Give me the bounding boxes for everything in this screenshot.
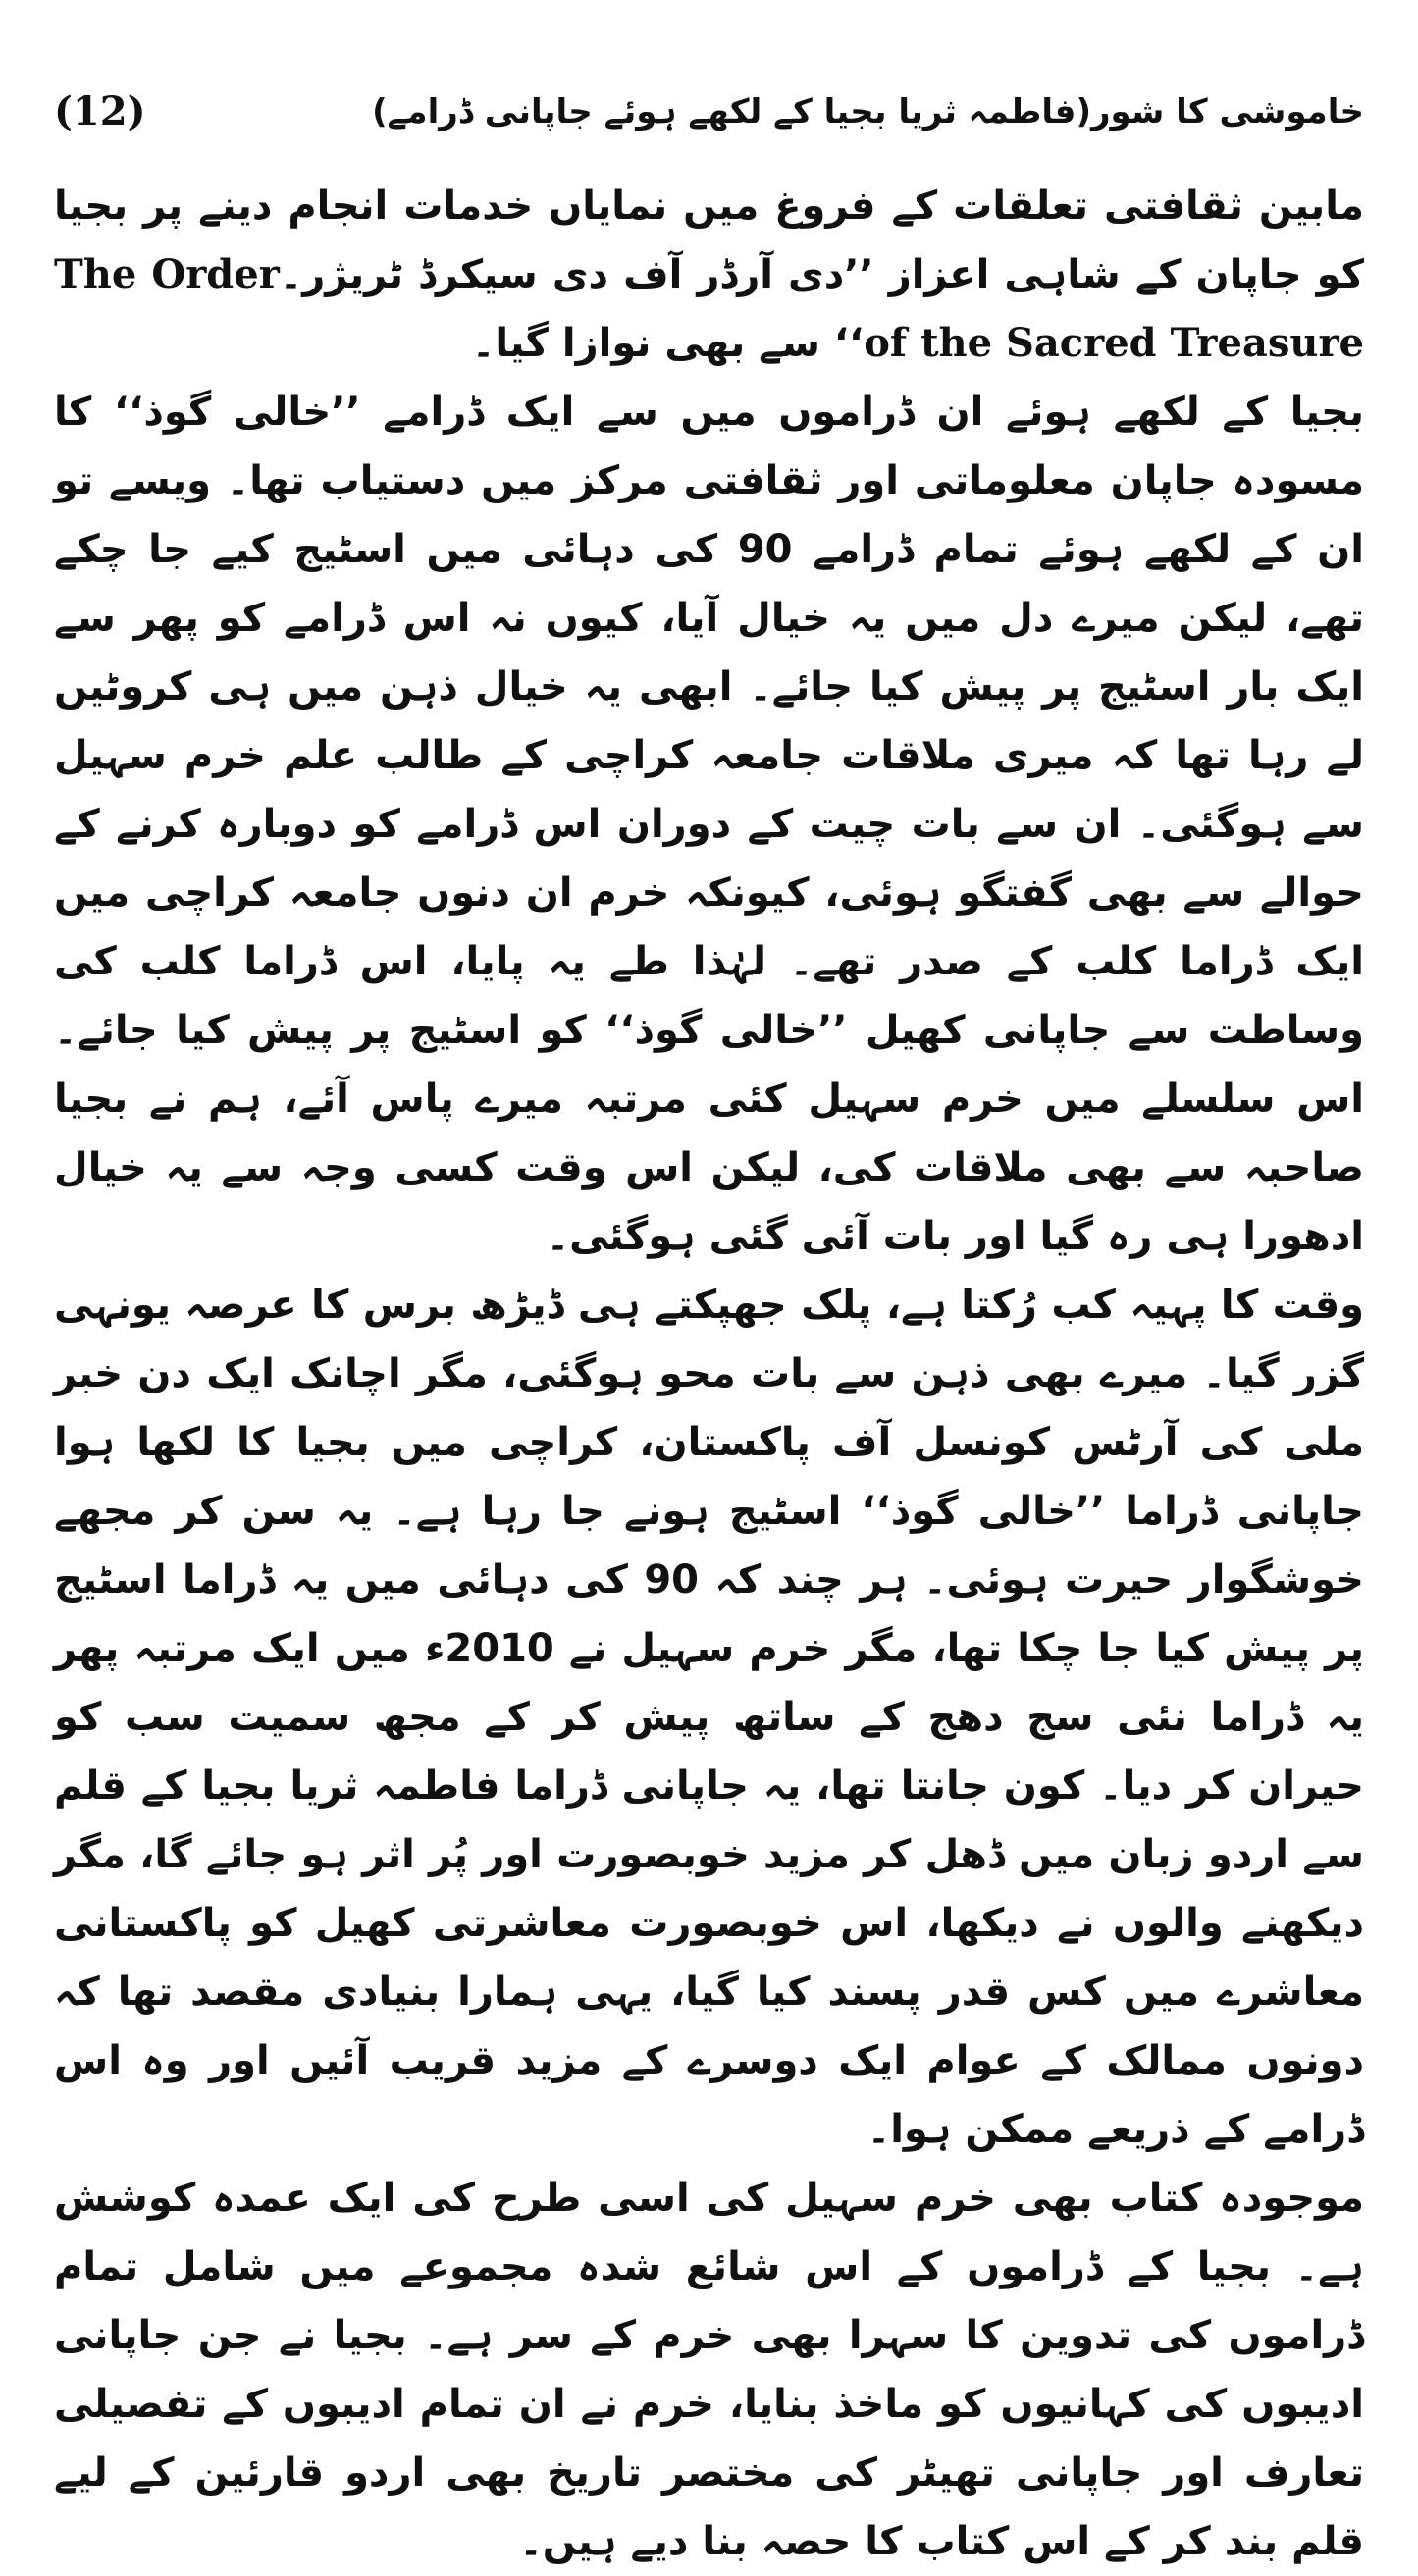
- running-title: خاموشی کا شور(فاطمہ ثریا بجیا کے لکھے ہوئے جاپانی ڈرامے): [372, 91, 1364, 131]
- page-header: [54, 77, 1364, 145]
- english-award-title: The Order of the Sacred Treasure: [54, 251, 1364, 366]
- paragraph-1-after: ‘‘ سے بھی نوازا گیا۔: [471, 321, 865, 366]
- page-number: (12): [54, 87, 146, 134]
- paragraph-3: وقت کا پہیہ کب رُکتا ہے، پلک جھپکتے ہی ڈیڑھ برس کا عرصہ یونہی گزر گیا۔ میرے بھی ذہن سے بات محو ہوگئی، مگر اچانک ایک دن خبر ملی کی آرٹس کونسل آف پاکستان، کراچی میں بجیا کا لکھا ہوا جاپانی ڈراما ’’خالی گوذ‘‘ اسٹیج ہونے جا رہا ہے۔ یہ سن کر مجھے خوشگوار حیرت ہوئی۔ ہر چند کہ 90 کی دہائی میں یہ ڈراما اسٹیج پر پیش کیا جا چکا تھا، مگر خرم سہیل نے 2010ء میں ایک مرتبہ پھر یہ ڈراما نئی سج دھج کے ساتھ پیش کر کے مجھ سمیت سب کو حیران کر دیا۔ کون جانتا تھا، یہ جاپانی ڈراما فاطمہ ثریا بجیا کے قلم سے اردو زبان میں ڈھل کر مزید خوبصورت اور پُر اثر ہو جائے گا، مگر دیکھنے والوں نے دیکھا، اس خوبصورت معاشرتی کھیل کو پاکستانی معاشرے میں کس قدر پسند کیا گیا، یہی ہمارا بنیادی مقصد تھا کہ دونوں ممالک کے عوام ایک دوسرے کے مزید قریب آئیں اور وہ اس ڈرامے کے ذریعے ممکن ہوا۔: [54, 1283, 1365, 2152]
- paragraph-4: موجودہ کتاب بھی خرم سہیل کی اسی طرح کی ایک عمدہ کوشش ہے۔ بجیا کے ڈراموں کے اس شائع شدہ مجموعے میں شامل تمام ڈراموں کی تدوین کا سہرا بھی خرم کے سر ہے۔ بجیا نے جن جاپانی ادیبوں کی کہانیوں کو ماخذ بنایا، خرم نے ان تمام ادیبوں کے تفصیلی تعارف اور جاپانی تھیٹر کی مختصر تاریخ بھی اردو قارئین کے لیے قلم بند کر کے اس کتاب کا حصہ بنا دیے ہیں۔: [54, 2176, 1364, 2564]
- paragraph-1: [54, 172, 1364, 378]
- paragraph-2: بجیا کے لکھے ہوئے ان ڈراموں میں سے ایک ڈرامے ’’خالی گوذ‘‘ کا مسودہ جاپان معلوماتی اور ثقافتی مرکز میں دستیاب تھا۔ ویسے تو ان کے لکھے ہوئے تمام ڈرامے 90 کی دہائی میں اسٹیج کیے جا چکے تھے، لیکن میرے دل میں یہ خیال آیا، کیوں نہ اس ڈرامے کو پھر سے ایک بار اسٹیج پر پیش کیا جائے۔ ابھی یہ خیال ذہن میں ہی کروٹیں لے رہا تھا کہ میری ملاقات جامعہ کراچی کے طالب علم خرم سہیل سے ہوگئی۔ ان سے بات چیت کے دوران اس ڈرامے کو دوبارہ کرنے کے حوالے سے بھی گفتگو ہوئی، کیونکہ خرم ان دنوں جامعہ کراچی میں ایک ڈراما کلب کے صدر تھے۔ لہٰذا طے یہ پایا، اس ڈراما کلب کی وساطت سے جاپانی کھیل ’’خالی گوذ‘‘ کو اسٹیج پر پیش کیا جائے۔ اس سلسلے میں خرم سہیل کئی مرتبہ میرے پاس آئے، ہم نے بجیا صاحبہ سے بھی ملاقات کی، لیکن اس وقت کسی وجہ سے یہ خیال ادھورا ہی رہ گیا اور بات آئی گئی ہوگئی۔: [54, 390, 1364, 1259]
- body-text: [54, 172, 1364, 2576]
- paragraph-1-before: مابین ثقافتی تعلقات کے فروغ میں نمایاں خدمات انجام دینے پر بجیا کو جاپان کے شاہی اعزاز ’’دی آرڈر آف دی سیکرڈ ٹریژر۔: [54, 184, 1364, 297]
